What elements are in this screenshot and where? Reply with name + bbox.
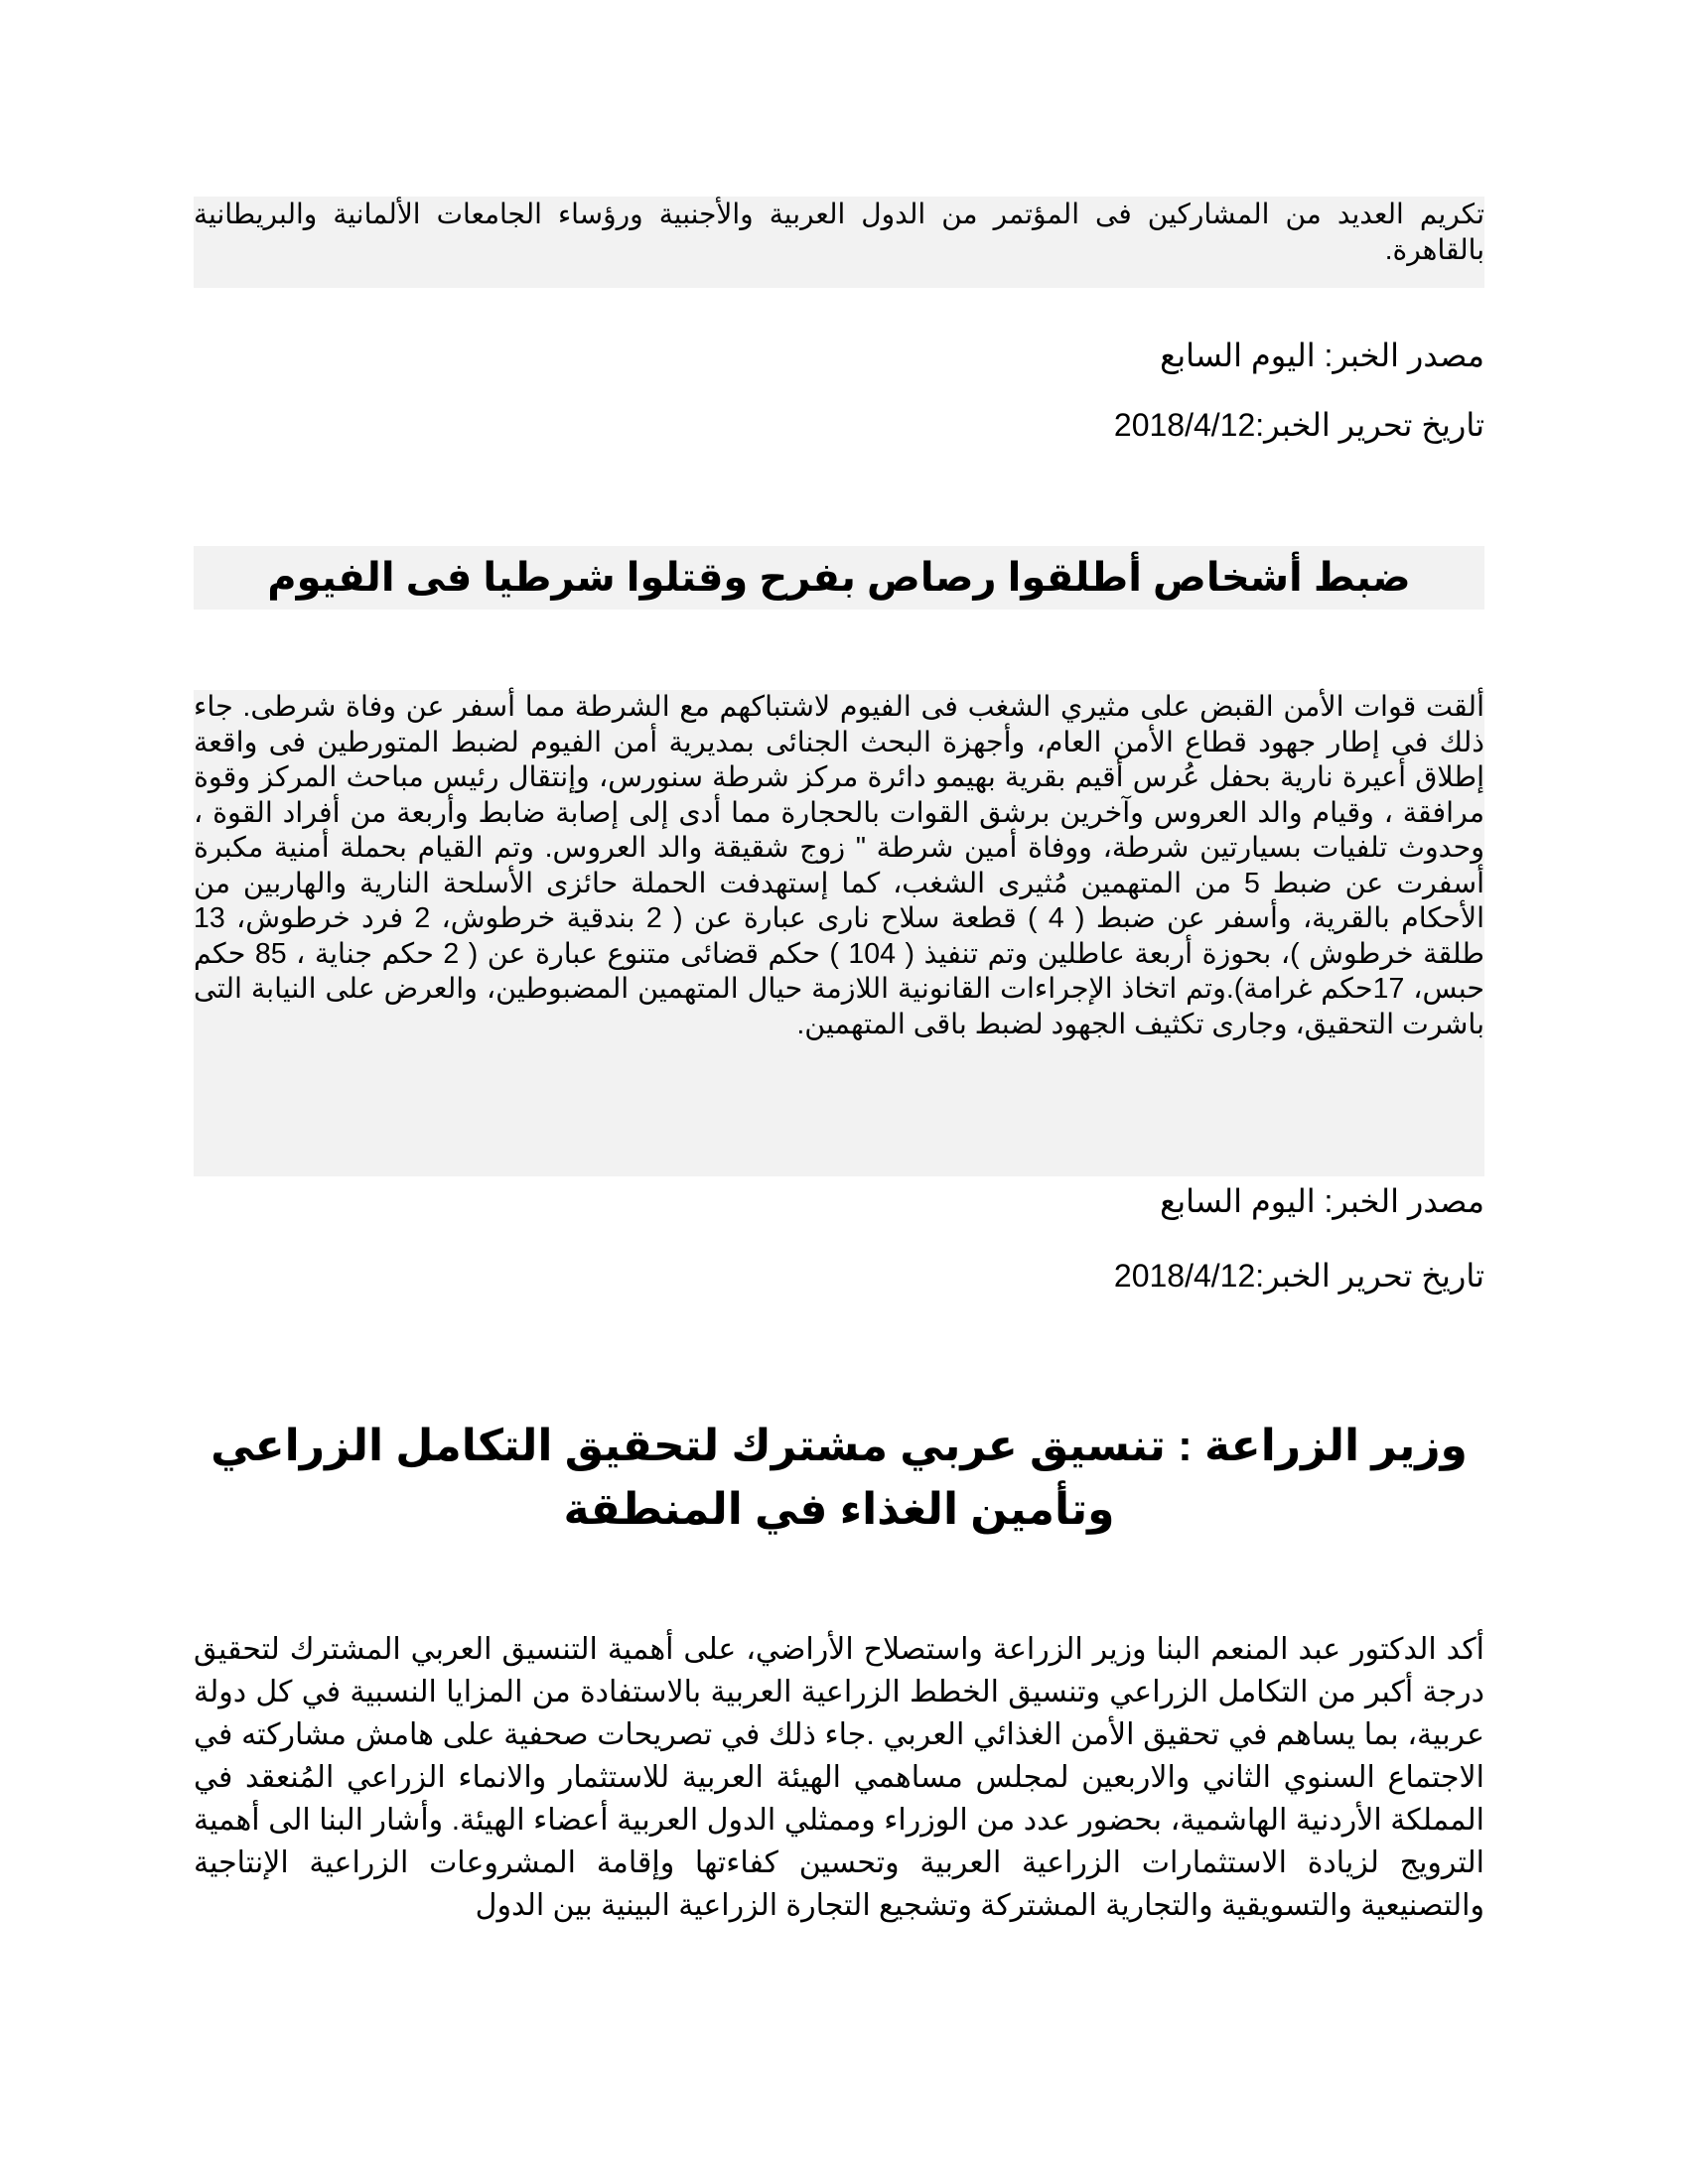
news-date-line: تاريخ تحرير الخبر:2018/4/12 bbox=[1113, 407, 1484, 443]
article-headline: ضبط أشخاص أطلقوا رصاص بفرح وقتلوا شرطيا فى الفيوم bbox=[194, 546, 1484, 610]
article-body: ألقت قوات الأمن القبض على مثيري الشغب فى الفيوم لاشتباكهم مع الشرطة مما أسفر عن وفاة شرطى. جاء ذلك فى إطار جهود قطاع الأمن العام، وأجهزة البحث الجنائى بمديرية أمن الفيوم لضبط المتورطين فى واقعة إطلاق أعيرة نارية بحفل عُرس أقيم بقرية بهيمو دائرة مركز شرطة سنورس، وإنتقال رئيس مباحث المركز وقوة مرافقة ، وقيام والد العروس وآخرين برشق القوات بالحجارة مما أدى إلى إصابة ضابط وأربعة من أفراد القوة ، وحدوث تلفيات بسيارتين شرطة، ووفاة أمين شرطة " زوج شقيقة والد العروس. وتم القيام بحملة أمنية مكبرة أسفرت عن ضبط 5 من المتهمين مُثيرى الشغب، كما إستهدفت الحملة حائزى الأسلحة النارية والهاربين من الأحكام بالقرية، وأسفر عن ضبط ( 4 ) قطعة سلاح نارى عبارة عن ( 2 بندقية خرطوش، 2 فرد خرطوش، 13 طلقة خرطوش )، بحوزة أربعة عاطلين وتم تنفيذ ( 104 ) حكم قضائى متنوع عبارة عن ( 2 حكم جناية ، 85 حكم حبس، 17حكم غرامة).وتم اتخاذ الإجراءات القانونية اللازمة حيال المتهمين المضبوطين، والعرض على النيابة التى باشرت التحقيق، وجارى تكثيف الجهود لضبط باقى المتهمين. bbox=[194, 690, 1484, 1176]
article-headline: وزير الزراعة : تنسيق عربي مشترك لتحقيق التكامل الزراعي وتأمين الغذاء في المنطقة bbox=[211, 1422, 1468, 1534]
intro-paragraph: تكريم العديد من المشاركين فى المؤتمر من الدول العربية والأجنبية ورؤساء الجامعات الألمانية والبريطانية بالقاهرة. bbox=[194, 197, 1484, 288]
news-date-line: تاريخ تحرير الخبر:2018/4/12 bbox=[1113, 1258, 1484, 1294]
news-source-line: مصدر الخبر: اليوم السابع bbox=[1160, 338, 1484, 373]
news-source-line: مصدر الخبر: اليوم السابع bbox=[1160, 1183, 1484, 1219]
article-body: أكد الدكتور عبد المنعم البنا وزير الزراعة واستصلاح الأراضي، على أهمية التنسيق العربي المشترك لتحقيق درجة أكبر من التكامل الزراعي وتنسيق الخطط الزراعية العربية بالاستفادة من المزايا النسبية في كل دولة عربية، بما يساهم في تحقيق الأمن الغذائي العربي .جاء ذلك في تصريحات صحفية على هامش مشاركته في الاجتماع السنوي الثاني والاربعين لمجلس مساهمي الهيئة العربية للاستثمار والانماء الزراعي المُنعقد في المملكة الأردنية الهاشمية، بحضور عدد من الوزراء وممثلي الدول العربية أعضاء الهيئة. وأشار البنا الى أهمية الترويج لزيادة الاستثمارات الزراعية العربية وتحسين كفاءتها وإقامة المشروعات الزراعية الإنتاجية والتصنيعية والتسويقية والتجارية المشتركة وتشجيع التجارة الزراعية البينية بين الدول bbox=[194, 1633, 1484, 1922]
